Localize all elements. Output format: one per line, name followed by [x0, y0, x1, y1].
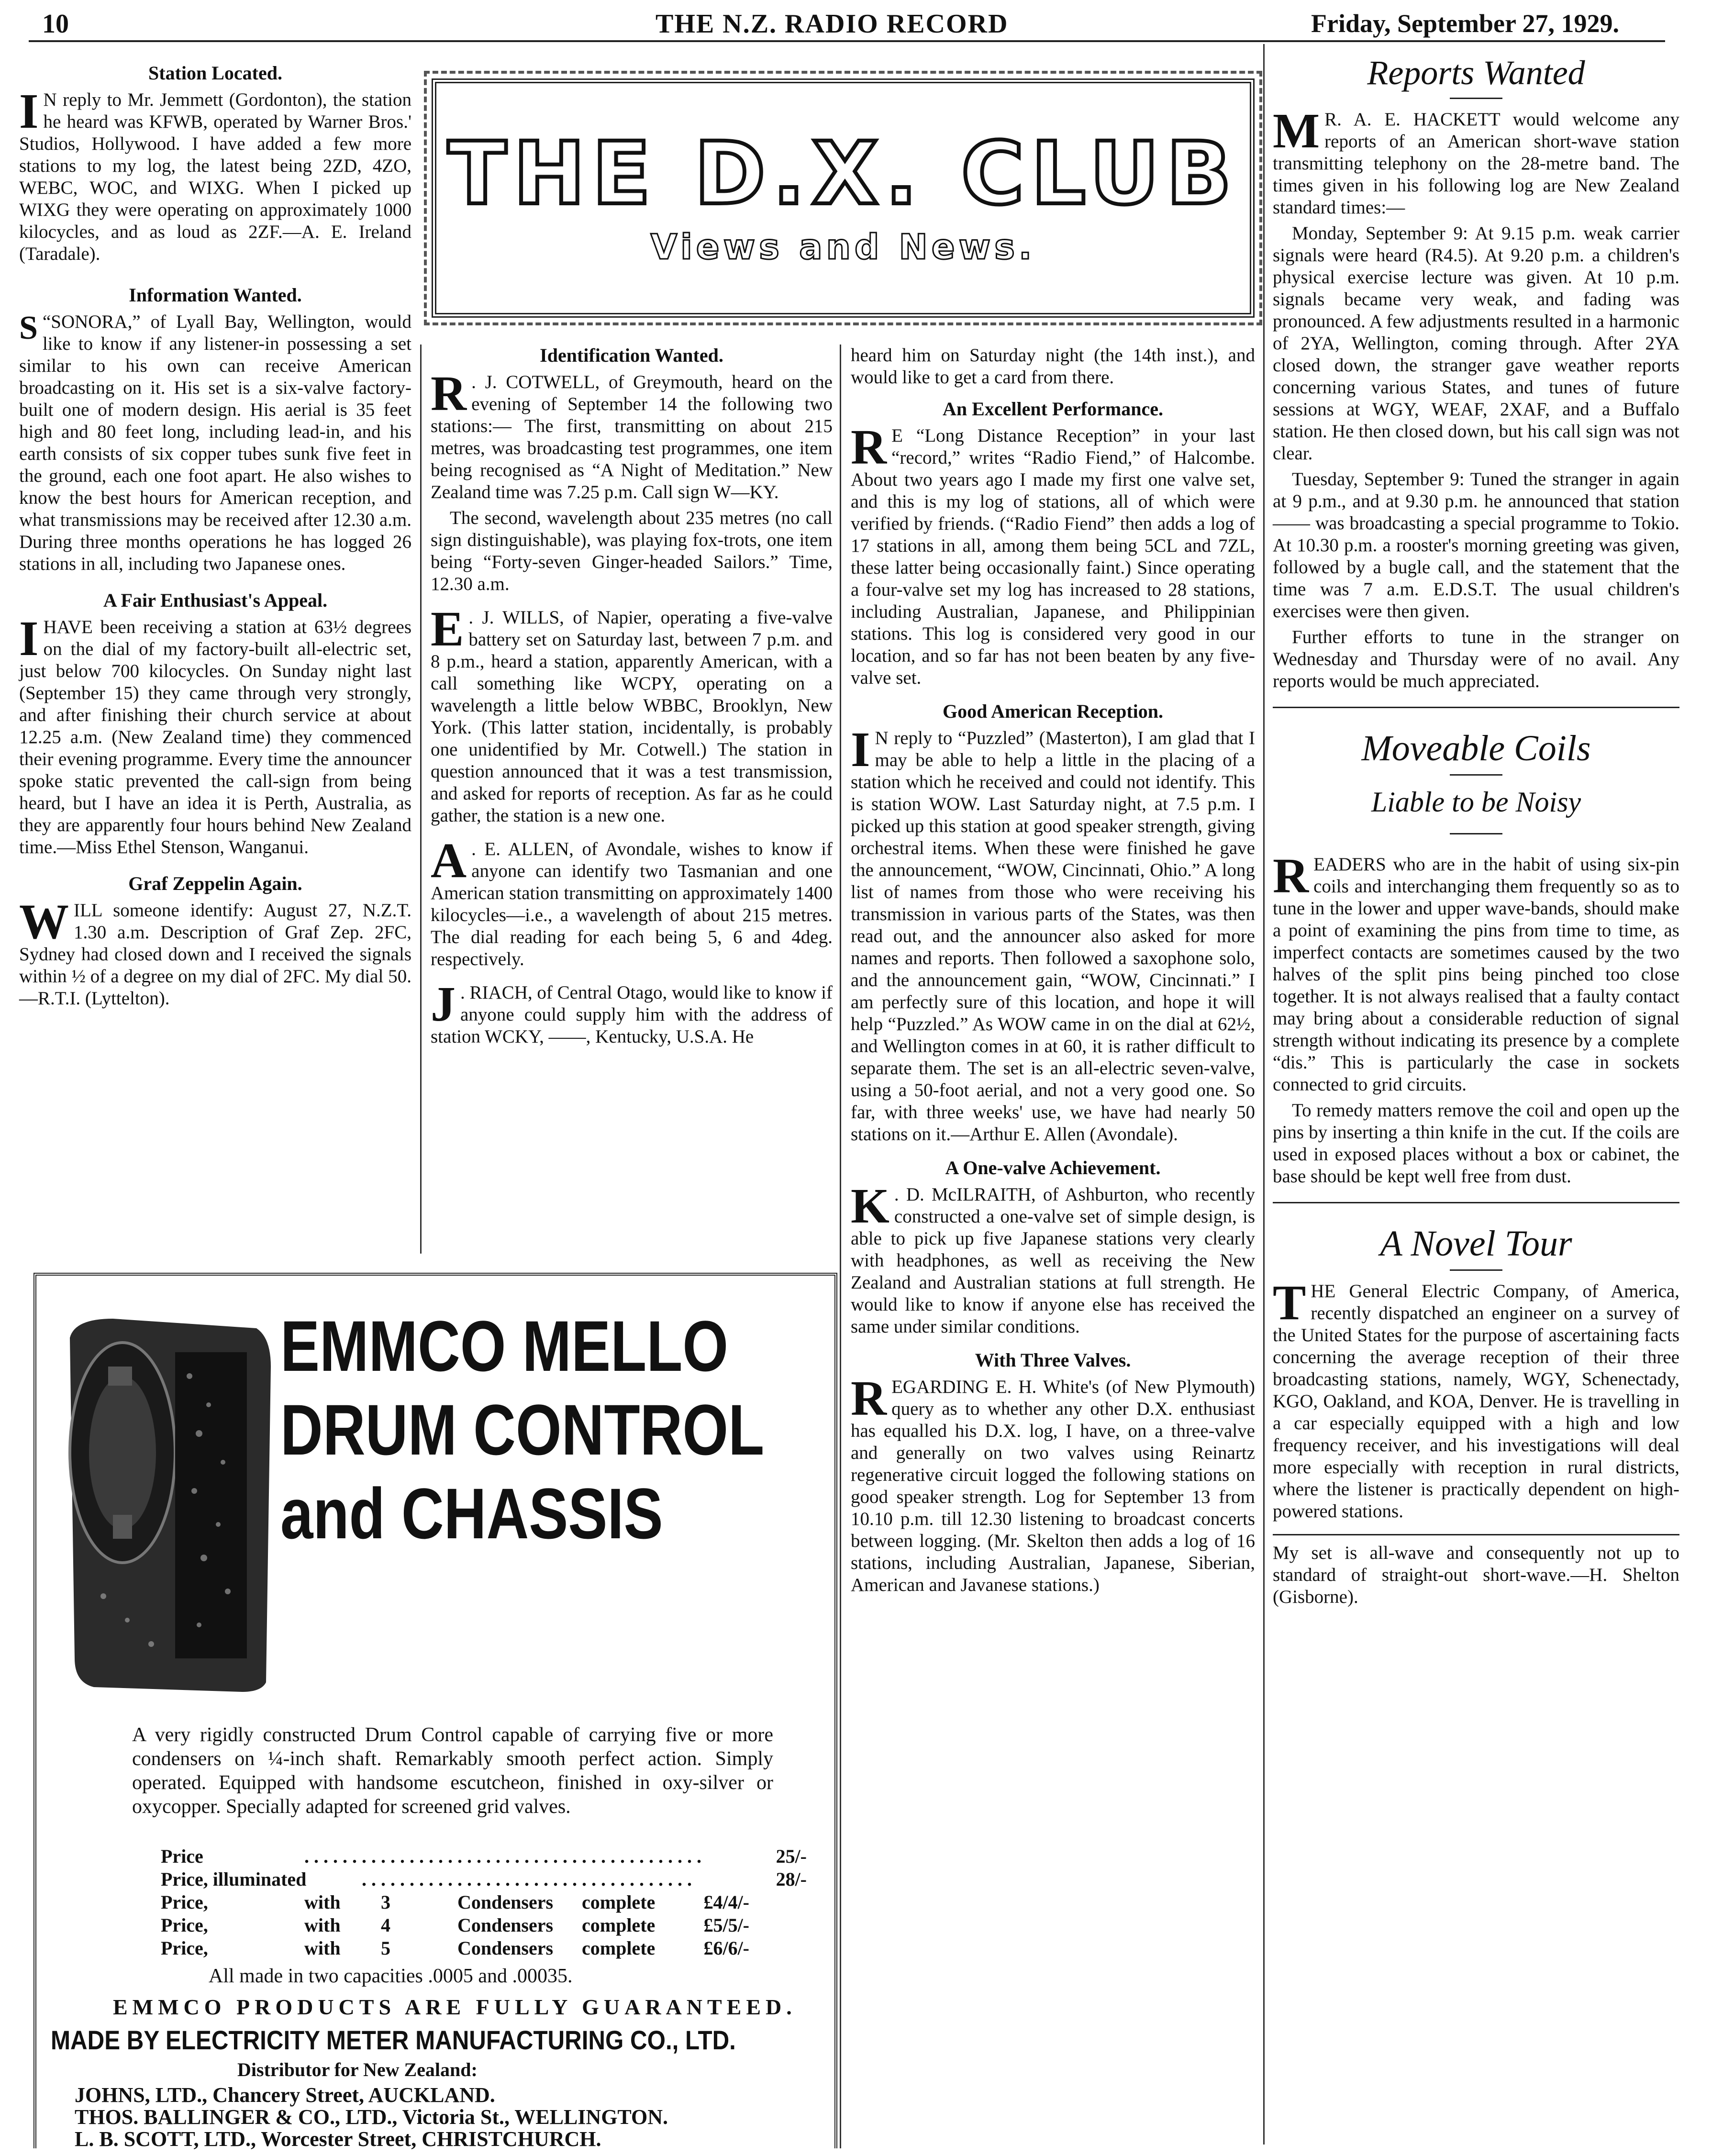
article-three-valves: REGARDING E. H. White's (of New Plymouth) query as to whether any other D.X. enthusiast has equalled his D.X. log, I have, on a three-valve and generally on two valves using Reinartz regenerative circuit logged the following stations on good speaker strength. Log for September 13 from 10.10 p.m. till 12.30 listening to broadcast concerts between logging. (Mr. Skelton then adds a log of 16 stations, including Australian, Japanese, Siberian, American and Javanese stations.) [851, 1371, 1255, 1595]
ad-distributor-label: Distributor for New Zealand: [237, 2059, 478, 2080]
drop-cap: R [1273, 848, 1309, 903]
title-rule [1450, 98, 1502, 99]
article-novel-tour: THE General Electric Company, of America, recently dispatched an engineer on a survey of the United States for the purpose of ascertaining facts concerning the average reception of their three broadcasting stations, namely, WGY, Schenectady, KGO, Oakland, and KOA, Denver. He is travelling in a car especially equipped with a high and low frequency receiver, and his investigations will deal more especially with reception in rural districts, where the listener is practically dependent on high-powered stations. [1273, 1275, 1679, 1522]
article-graf-zeppelin: WILL someone identify: August 27, N.Z.T. 1.30 a.m. Description of Graf Zep. 2FC, Sydney had closed down and I received the signals within ½ of a degree on my dial of 2FC. My dial 50.—R.T.I. (Lyttelton). [19, 894, 411, 1009]
article-riach-continued: heard him on Saturday night (the 14th inst.), and would like to get a card from there. [851, 345, 1255, 388]
drop-cap: R [431, 366, 467, 421]
drum-control-illustration [56, 1309, 276, 1697]
drop-cap: S [19, 310, 38, 346]
dx-club-banner [432, 78, 1255, 318]
drop-cap: E [431, 601, 464, 656]
publication-title: THE N.Z. RADIO RECORD [656, 9, 1009, 39]
drop-cap: I [851, 722, 870, 777]
article-fair-enthusiast: IHAVE been receiving a station at 63½ degrees on the dial of my factory-built all-electric set, just below 700 kilocycles. On Sunday night last (September 15) they came through very strongly, and after finishing their church service at about 12.25 a.m. (New Zealand time) they commenced their evening programme. Every time the announcer spoke static prevented the call-sign from being heard, but I have an idea it is Perth, Australia, as they are apparently four hours behind New Zealand time.—Miss Ethel Stenson, Wanganui. [19, 611, 411, 857]
distributor-auckland: JOHNS, LTD., Chancery Street, AUCKLAND. [75, 2083, 495, 2107]
article-riach: J . RIACH, of Central Otago, would like to know if anyone could supply him with the address of station WCKY, ——, Kentucky, U.S.A. He [431, 977, 833, 1047]
drop-cap: K [851, 1178, 889, 1234]
drop-cap: M [1273, 103, 1320, 158]
column-1 [19, 62, 411, 1013]
heading-good-american: Good American Reception. [942, 700, 1164, 722]
price-value: £6/6/- [703, 1937, 749, 1959]
article-station-located: I N reply to Mr. Jemmett (Gordonton), the station he heard was KFWB, operated by Warner Bros.' Studios, Hollywood. I have added a few more stations to my log, the latest being 2ZD, 4ZO, WEBC, WOC, and WIXG. When I picked up WIXG they were operating on approximately 1000 kilocycles, and as loud as 2ZF.—A. E. Ireland (Taradale). [19, 84, 411, 264]
dx-club-title: THE D.X. CLUB [447, 124, 1239, 224]
section-rule [1273, 1202, 1679, 1203]
column-divider [840, 345, 841, 2148]
ad-distributors [75, 2084, 816, 2150]
drop-cap: W [19, 894, 69, 949]
ad-price-list [161, 1845, 807, 1960]
article-reports-wanted: M R. A. E. HACKETT would welcome any reports of an American short-wave station transmitting telephony on the 28-metre band. The times given in his following log are New Zealand standard times:— [1273, 103, 1679, 218]
ad-headline-line: and CHASSIS [280, 1473, 663, 1554]
heading-graf-zeppelin: Graf Zeppelin Again. [128, 873, 302, 894]
subtitle-liable-noisy: Liable to be Noisy [1371, 786, 1581, 818]
heading-excellent-performance: An Excellent Performance. [943, 398, 1163, 420]
heading-identification-wanted: Identification Wanted. [540, 345, 723, 366]
price-value: 28/- [776, 1868, 807, 1890]
heading-fair-enthusiast: A Fair Enthusiast's Appeal. [103, 589, 328, 611]
section-rule [1273, 1534, 1679, 1535]
article-moveable-coils-remedy: To remedy matters remove the coil and open up the pins by inserting a thin knife in the cut. If the coils are used in exposed places without a box or cabinet, the base should be kept well free from dust. [1273, 1100, 1679, 1187]
drop-cap: R [851, 420, 887, 475]
ad-headline [280, 1304, 765, 1556]
emmco-advertisement [33, 1273, 837, 2151]
drop-cap: T [1273, 1275, 1306, 1330]
article-cotwell-second: The second, wavelength about 235 metres (no call sign distinguishable), was playing fox-trots, one item being “Forty-seven Ginger-headed Sailors.” Time, 12.30 a.m. [431, 508, 833, 594]
drop-cap: I [19, 84, 39, 139]
article-reports-tuesday: Tuesday, September 9: Tuned the stranger in again at 9 p.m., and at 9.30 p.m. he announced that station —— was broadcasting a special programme to Tokio. At 10.30 p.m. a rooster's morning greeting was given, followed by a bugle call, and the statement that the time was 7 a.m. E.D.S.T. The usual children's exercises were then given. [1273, 469, 1679, 622]
ad-headline-line: EMMCO MELLO [280, 1306, 729, 1386]
heading-information-wanted: Information Wanted. [129, 284, 302, 306]
distributor-christchurch: L. B. SCOTT, LTD., Worcester Street, CHRISTCHURCH. [75, 2127, 601, 2151]
section-rule [1273, 707, 1679, 708]
article-moveable-coils: READERS who are in the habit of using six-pin coils and interchanging them frequently so as to tune in the lower and upper wave-bands, should make a point of examining the pins from time to time, as imperfect contacts are sometimes caused by the two halves of the split pins being pinched too close together. It is not always realised that a faulty contact may bring about a considerable reduction of signal strength without indicating its presence by a complete “dis.” This is particularly the case in sockets connected to grid circuits. [1273, 848, 1679, 1095]
heading-one-valve: A One-valve Achievement. [945, 1157, 1161, 1178]
article-one-valve: K . D. McILRAITH, of Ashburton, who recently constructed a one-valve set of simple design, is able to pick up five Japanese stations very clearly with headphones, as well as receiving the New Zealand and Australian stations at full strength. He would like to know if anyone else has received the same under similar conditions. [851, 1178, 1255, 1337]
drop-cap: A [431, 833, 467, 888]
heading-three-valves: With Three Valves. [975, 1349, 1131, 1371]
price-row: Price, with 5 Condensers complete £6/6/- [161, 1937, 749, 1959]
title-novel-tour: A Novel Tour [1380, 1223, 1572, 1264]
title-moveable-coils: Moveable Coils [1361, 728, 1591, 768]
page-number: 10 [42, 9, 69, 39]
title-reports-wanted: Reports Wanted [1367, 54, 1585, 92]
price-row: Price, illuminated . . . . . . . . . . . . . . . . . . . . . . . . . . . . . . . . . . . 28/- [161, 1868, 807, 1890]
drop-cap: I [19, 611, 39, 666]
article-reports-monday: Monday, September 9: At 9.15 p.m. weak carrier signals were heard (R4.5). At 9.20 p.m. a children's physical exercise lecture was given. At 10 p.m. signals became very weak, and fading was pronounced. A few adjustments resulted in a harmonic of 2YA, Wellington, coming through. After 2YA closed down, the stranger gave weather reports concerning various States, and tunes of future sessions at WGY, WEAF, 2XAF, and a Buffalo station. He then closed down, but his call sign was not clear. [1273, 223, 1679, 464]
ad-maker: MADE BY ELECTRICITY METER MANUFACTURING CO., LTD. [51, 2025, 736, 2055]
price-row: Price . . . . . . . . . . . . . . . . . . . . . . . . . . . . . . . . . . . . . . . . . . 25/- [161, 1845, 807, 1867]
article-shelton: My set is all-wave and consequently not up to standard of straight-out short-wave.—H. Shelton (Gisborne). [1273, 1543, 1679, 1607]
price-value: £5/5/- [703, 1914, 749, 1936]
column-divider [1263, 44, 1265, 2145]
article-reports-further: Further efforts to tune in the stranger on Wednesday and Thursday were of no avail. Any reports would be much appreciated. [1273, 627, 1679, 691]
drop-cap: J [431, 977, 456, 1032]
article-excellent-performance: R E “Long Distance Reception” in your last “record,” writes “Radio Fiend,” of Halcombe. About two years ago I made my first one valve set, and this is my log of stations, all of which were verified by friends. (“Radio Fiend” then adds a log of 17 stations in all, among them being 5CL and 7ZL, these latter being occasionally faint.) Since operating a four-valve set my log has increased to 28 stations, including Australian, Japanese, and Philippinian stations. This log is considered very good in our location, and so far has not been beaten by any five-valve set. [851, 420, 1255, 688]
column-4 [1273, 53, 1679, 1612]
distributor-wellington: THOS. BALLINGER & CO., LTD., Victoria St., WELLINGTON. [75, 2105, 668, 2129]
price-row: Price, with 3 Condensers complete £4/4/- [161, 1891, 749, 1913]
column-2 [431, 345, 833, 1052]
dx-club-subtitle: Views and News. [650, 227, 1036, 267]
ad-headline-line: DRUM CONTROL [280, 1389, 765, 1470]
column-divider [420, 345, 422, 1254]
article-wills: E . J. WILLS, of Napier, operating a five-valve battery set on Saturday last, between 7 p.m. and 8 p.m., heard a station, apparently American, with a call something like WCPY, operating on a wavelength a little below WBBC, Brooklyn, New York. (This latter station, incidentally, is probably one unidentified by Mr. Cotwell.) The station in question announced that it was a test transmission, and asked for reports of reception. As far as he could gather, the station is a new one. [431, 601, 833, 826]
price-value: 25/- [776, 1845, 807, 1867]
ad-description: A very rigidly constructed Drum Control capable of carrying five or more condensers on ¼-inch shaft. Remarkably smooth perfect action. Simply operated. Equipped with handsome escutcheon, finished in oxy-silver or oxycopper. Specially adapted for screened grid valves. [132, 1724, 773, 1818]
price-row: Price, with 4 Condensers complete £5/5/- [161, 1914, 749, 1936]
header-rule [29, 40, 1665, 42]
heading-station-located: Station Located. [148, 62, 282, 84]
title-rule [1450, 833, 1502, 834]
article-cotwell: R . J. COTWELL, of Greymouth, heard on the evening of September 14 the following two stations:— The first, transmitting on about 215 metres, was broadcasting test programmes, one item being recognised as “A Night of Meditation.” New Zealand time was 7.25 p.m. Call sign W—KY. [431, 366, 833, 502]
ad-guarantee: EMMCO PRODUCTS ARE FULLY GUARANTEED. [113, 1995, 797, 2019]
column-3 [851, 345, 1255, 1600]
article-good-american: I N reply to “Puzzled” (Masterton), I am glad that I may be able to help a little in the placing of a station which he received and could not identify. This is station WOW. Last Saturday night, at 7.5 p.m. I picked up this station at good speaker strength, giving orchestral items. When these were finished he gave the announcement, “WOW, Cincinnati, Ohio.” A long list of names from those who were receiving his transmission in various parts of the States, was then read out, and the announcer also asked for more names and reports. Then followed a saxophone solo, and the announcement gain, “WOW, Cincinnati.” I am perfectly sure of this location, and hope it will help “Puzzled.” As WOW came in on the dial at 62½, and Wellington comes in at 60, it is rather difficult to separate them. The set is an all-electric seven-valve, using a 50-foot aerial, and not a very good one. So far, with three weeks' use, we have had nearly 50 stations on it.—Arthur E. Allen (Avondale). [851, 722, 1255, 1145]
article-information-wanted: S “SONORA,” of Lyall Bay, Wellington, would like to know if any listener-in possessing a set similar to his own can receive American broadcasting on it. His set is a six-valve factory-built one of modern design. His aerial is 35 feet high and 80 feet long, including lead-in, and his earth consists of six copper tubes sunk five feet in the ground, each one foot apart. He also wishes to know the best hours for American reception, and what transmissions may be received after 12.30 a.m. During three months operations he has logged 26 stations in all, including two Japanese ones. [19, 310, 411, 574]
drop-cap: R [851, 1371, 887, 1426]
price-value: £4/4/- [703, 1891, 749, 1913]
ad-capacities: All made in two capacities .0005 and .00035. [209, 1965, 573, 1987]
page-header [19, 5, 1656, 38]
article-allen: A . E. ALLEN, of Avondale, wishes to know if anyone can identify two Tasmanian and one American station transmitting on approximately 1400 kilocycles—i.e., a wavelength of about 215 metres. The dial reading for each being 5, 6 and 4deg. respectively. [431, 833, 833, 969]
title-rule [1450, 1269, 1502, 1271]
title-rule [1450, 774, 1502, 776]
issue-date: Friday, September 27, 1929. [1311, 9, 1619, 38]
